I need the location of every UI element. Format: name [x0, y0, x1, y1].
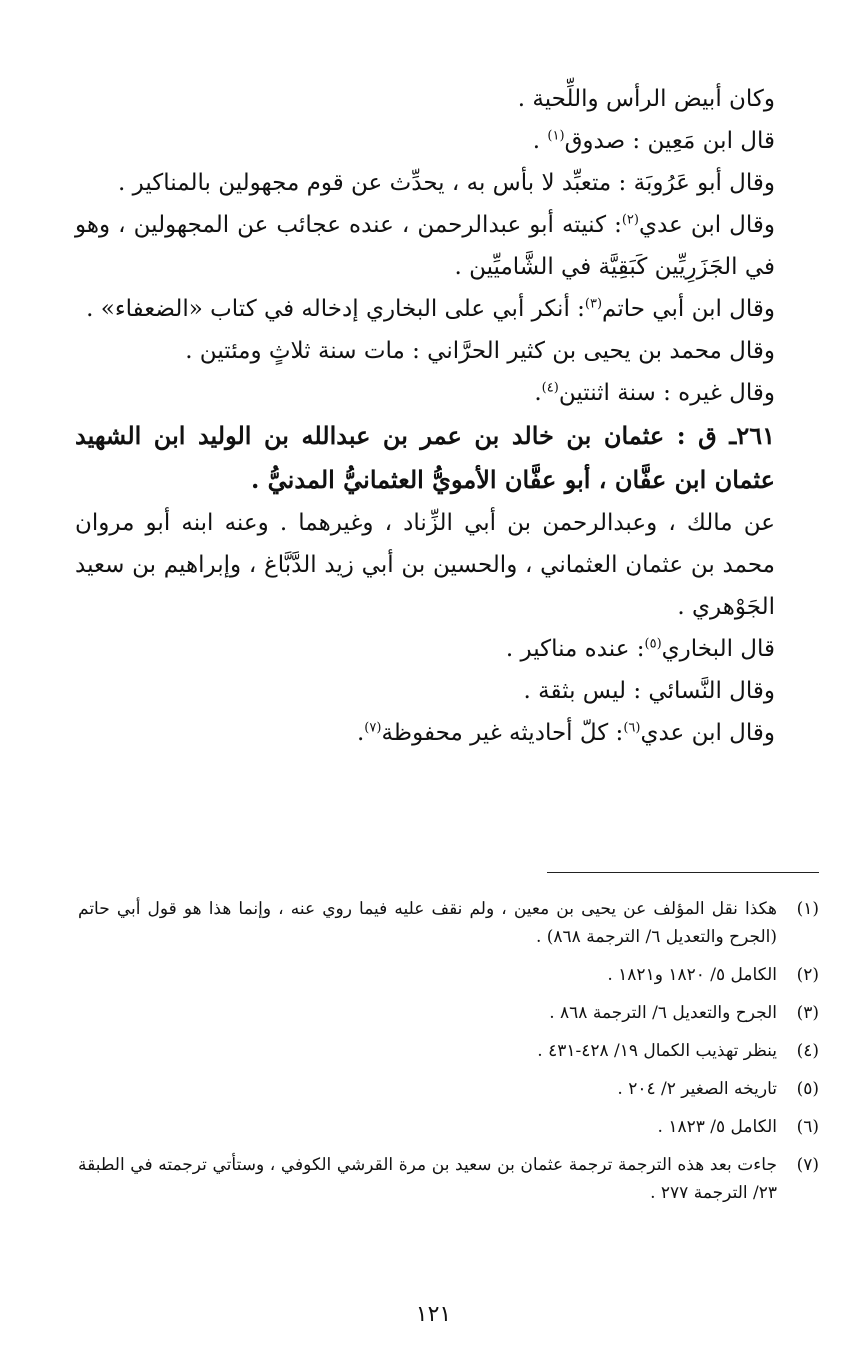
footnote-marker[interactable]: (٢) [621, 212, 639, 228]
footnote-marker[interactable]: (٥) [644, 636, 662, 652]
footnote-item [78, 895, 819, 951]
footnote-marker[interactable]: (٣) [584, 296, 603, 312]
footnote-text: تاريخه الصغير ٢/ ٢٠٤ . [617, 1079, 777, 1099]
text-line: وقال ابن عدي$^{(٦)}$: كلّ أحاديثه غير محفوظة$^{(٧)}$. [356, 720, 775, 746]
entry-heading [75, 414, 817, 502]
footnote-item [78, 1151, 819, 1207]
text-line: وقال غيره : سنة اثنتين$^{(٤)}$. [534, 380, 775, 406]
page-number: ١٢١ [415, 1302, 452, 1327]
footnote-marker[interactable]: (٦) [623, 720, 641, 736]
text-line: وكان أبيض الرأس واللِّحية . [517, 86, 775, 112]
text-line: قال ابن مَعِين : صدوق$^{(١)}$ . [532, 128, 775, 154]
text-line: وقال النَّسائي : ليس بثقة . [523, 678, 775, 704]
text-line: وقال ابن أبي حاتم$^{(٣)}$: أنكر أبي على البخاري إدخاله في كتاب «الضعفاء» . [86, 296, 775, 322]
footnote-number: (٣) [796, 1003, 819, 1023]
footnote-marker[interactable]: (١) [547, 128, 565, 144]
text-line: قال البخاري$^{(٥)}$: عنده مناكير . [505, 636, 775, 662]
footnote-number: (١) [796, 899, 819, 919]
footnote-text: ينظر تهذيب الكمال ١٩/ ٤٢٨-٤٣١ . [537, 1041, 777, 1061]
text-line: وقال أبو عَرُوبَة : متعبِّد لا بأس به ، يحدِّث عن قوم مجهولين بالمناكير . [118, 170, 775, 196]
footnote-item [78, 1113, 819, 1141]
footnotes [78, 895, 819, 1217]
footnote-number: (٧) [796, 1155, 819, 1175]
footnote-number: (٢) [796, 965, 819, 985]
footnote-item [78, 961, 819, 989]
footnote-number: (٦) [796, 1117, 819, 1137]
footnote-divider [547, 872, 819, 873]
footnote-text: هكذا نقل المؤلف عن يحيى بن معين ، ولم نقف عليه فيما روي عنه ، وإنما هذا هو قول أبي حاتم (الجرح والتعديل ٦/ الترجمة ٨٦٨) . [78, 899, 777, 947]
footnote-item [78, 999, 819, 1027]
entry-title: عثمان بن خالد بن عمر بن عبدالله بن الوليد ابن الشهيد عثمان ابن عفَّان ، أبو عفَّان الأمويُّ العثمانيُّ المدنيُّ . [75, 421, 775, 494]
text-line: وقال محمد بن يحيى بن كثير الحرَّاني : مات سنة ثلاثٍ ومئتين . [185, 338, 775, 364]
main-text [75, 78, 817, 754]
footnote-text: الجرح والتعديل ٦/ الترجمة ٨٦٨ . [549, 1003, 777, 1023]
footnote-text: جاءت بعد هذه الترجمة ترجمة عثمان بن سعيد بن مرة القرشي الكوفي ، وستأتي ترجمته في الطبقة ٢٣/ الترجمة ٢٧٧ . [78, 1155, 777, 1203]
footnote-item [78, 1037, 819, 1065]
footnote-number: (٥) [796, 1079, 819, 1099]
text-line: وقال ابن عدي$^{(٢)}$: كنيته أبو عبدالرحمن ، عنده عجائب عن المجهولين ، وهو في الجَزَرِيِّين كَبَقِيَّة في الشَّاميِّين . [75, 212, 775, 280]
footnote-item [78, 1075, 819, 1103]
footnote-number: (٤) [796, 1041, 819, 1061]
text-paragraph: عن مالك ، وعبدالرحمن بن أبي الزِّناد ، وغيرهما . وعنه ابنه أبو مروان محمد بن عثمان العثماني ، والحسين بن أبي زيد الدَّبَّاغ ، وإبراهيم بن سعيد الجَوْهري . [75, 510, 775, 620]
footnote-marker[interactable]: (٧) [364, 720, 382, 736]
entry-number: ٢٦١ـ ق : [676, 421, 776, 450]
footnote-text: الكامل ٥/ ١٨٢٣ . [657, 1117, 777, 1137]
footnote-text: الكامل ٥/ ١٨٢٠ و١٨٢١ . [607, 965, 777, 985]
footnote-marker[interactable]: (٤) [541, 380, 559, 396]
